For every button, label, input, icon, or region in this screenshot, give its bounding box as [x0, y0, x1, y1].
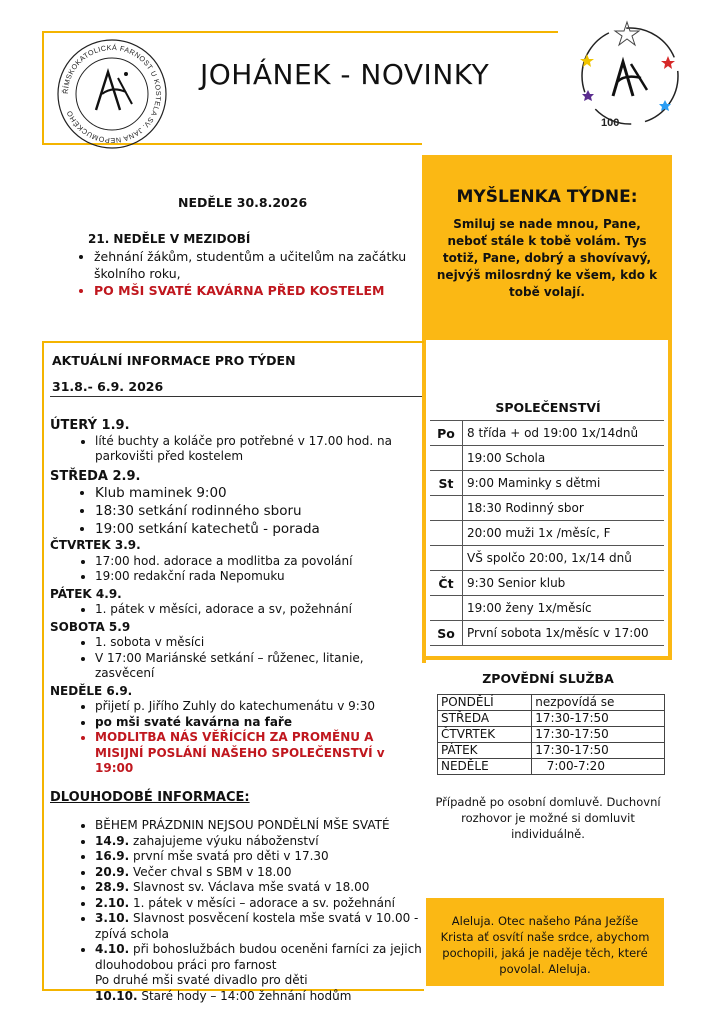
- table-row: VŠ spolčo 20:00, 1x/14 dnů: [430, 546, 664, 571]
- weekly-range: 31.8.- 6.9. 2026: [52, 379, 164, 394]
- table-row: 20:00 muži 1x /měsíc, F: [430, 521, 664, 546]
- list-item: • 3.10. Slavnost posvěcení kostela mše svatá v 10.00 - zpívá schola: [95, 911, 422, 942]
- parish-seal-logo: [56, 38, 168, 150]
- day-heading: SOBOTA 5.9: [50, 619, 131, 634]
- sunday-subtitle: 21. NEDĚLE V MEZIDOBÍ: [88, 232, 251, 246]
- list-item: • BĚHEM PRÁZDNIN NEJSOU PONDĚLNÍ MŠE SVATÉ: [95, 818, 422, 834]
- table-row: NEDĚLE 7:00-7:20: [438, 759, 665, 775]
- list-item: • 1. sobota v měsíci: [95, 635, 422, 651]
- table-row: STŘEDA 17:30-17:50: [438, 711, 665, 727]
- table-row: PONDĚLÍ nezpovídá se: [438, 695, 665, 711]
- list-item: • MODLITBA NÁS VĚŘÍCÍCH ZA PROMĚNU A MISIJNÍ POSLÁNÍ NAŠEHO SPOLEČENSTVÍ v 19:00: [95, 730, 422, 777]
- list-item: • PO MŠI SVATÉ KAVÁRNA PŘED KOSTELEM: [94, 282, 444, 299]
- table-row: ČTVRTEK 17:30-17:50: [438, 727, 665, 743]
- longterm-extra: Po druhé mši svaté divadlo pro děti: [95, 973, 308, 987]
- list-item: • 17:00 hod. adorace a modlitba za povolání: [95, 554, 422, 570]
- table-row: PÁTEK 17:30-17:50: [438, 743, 665, 759]
- list-item: • 4.10. při bohoslužbách budou oceněni farníci za jejich dlouhodobou práci pro farnost: [95, 942, 422, 973]
- table-row: 18:30 Rodinný sbor: [430, 496, 664, 521]
- day-heading: NEDĚLE 6.9.: [50, 683, 133, 698]
- alleluia-text: Aleluja. Otec našeho Pána Ježíše Krista ať osvítí naše srdce, abychom pochopili, jaká je naděje těch, které povolal. Aleluja.: [440, 914, 650, 976]
- divider: [50, 396, 422, 397]
- list-item: • přijetí p. Jiřího Zuhly do katechumenátu v 9:30: [95, 699, 422, 715]
- community-title: SPOLEČENSTVÍ: [495, 400, 601, 415]
- thought-text: Smiluj se nade mnou, Pane, neboť stále k tobě volám. Tys totiž, Pane, dobrý a shovívavý, nejvýš milosrdný ke všem, kdo k tobě volají.: [436, 217, 658, 299]
- confession-table: [437, 694, 665, 775]
- list-item: • 28.9. Slavnost sv. Václava mše svatá v 18.00: [95, 880, 422, 896]
- longterm-list: [50, 818, 422, 973]
- table-row: St 9:00 Maminky s dětmi: [430, 471, 664, 496]
- page-title: JOHÁNEK - NOVINKY: [200, 58, 490, 91]
- list-item: • 16.9. první mše svatá pro děti v 17.30: [95, 849, 422, 865]
- longterm-title: DLOUHODOBÉ INFORMACE:: [50, 789, 250, 805]
- list-item: • žehnání žákům, studentům a učitelům na začátku školního roku,: [94, 248, 444, 282]
- longterm-last: 10.10. Staré hody – 14:00 žehnání hodům: [95, 988, 352, 1003]
- weekly-title: AKTUÁLNÍ INFORMACE PRO TÝDEN: [52, 353, 296, 368]
- list-item: • po mši svaté kavárna na faře: [95, 715, 422, 731]
- list-item: • 18:30 setkání rodinného sboru: [95, 502, 422, 520]
- table-row: 19:00 ženy 1x/měsíc: [430, 596, 664, 621]
- list-item: • 14.9. zahajujeme výuku náboženství: [95, 834, 422, 850]
- day-heading: ÚTERÝ 1.9.: [50, 418, 130, 433]
- thought-title: MYŠLENKA TÝDNE:: [456, 187, 638, 207]
- list-item: • 20.9. Večer chval s SBM v 18.00: [95, 865, 422, 881]
- list-item: • Klub maminek 9:00: [95, 484, 422, 502]
- list-item: • líté buchty a koláče pro potřebné v 17.00 hod. na parkovišti před kostelem: [95, 434, 422, 465]
- day-heading: ČTVRTEK 3.9.: [50, 538, 141, 552]
- list-item: • 1. pátek v měsíci, adorace a sv, požehnání: [95, 602, 422, 618]
- table-row: Čt 9:30 Senior klub: [430, 571, 664, 596]
- table-row: Po 8 třída + od 19:00 1x/14dnů: [430, 421, 664, 446]
- svg-text:ŘÍMSKOKATOLICKÁ FARNOST U KOST: ŘÍMSKOKATOLICKÁ FARNOST U KOSTELA SV. JANA NEPOMUCKÉHO: [60, 42, 164, 146]
- confession-note: Případně po osobní domluvě. Duchovní rozhovor je možné si domluvit individuálně.: [435, 795, 661, 841]
- sunday-date: NEDĚLE 30.8.2026: [178, 195, 308, 210]
- list-item: • 19:00 setkání katechetů - porada: [95, 520, 422, 538]
- anniversary-logo: [575, 18, 685, 130]
- table-row: 19:00 Schola: [430, 446, 664, 471]
- list-item: • 2.10. 1. pátek v měsíci – adorace a sv. požehnání: [95, 896, 422, 912]
- list-item: • 19:00 redakční rada Nepomuku: [95, 569, 422, 585]
- table-row: So První sobota 1x/měsíc v 17:00: [430, 621, 664, 646]
- weekly-content: [50, 418, 422, 1004]
- list-item: • V 17:00 Mariánské setkání – růženec, litanie, zasvěcení: [95, 651, 422, 682]
- svg-text:100: 100: [601, 117, 620, 129]
- community-table: [430, 420, 664, 646]
- sunday-list: [70, 248, 444, 299]
- day-heading: PÁTEK 4.9.: [50, 586, 122, 601]
- confession-title: ZPOVĚDNÍ SLUŽBA: [482, 671, 614, 686]
- day-heading: STŘEDA 2.9.: [50, 468, 141, 484]
